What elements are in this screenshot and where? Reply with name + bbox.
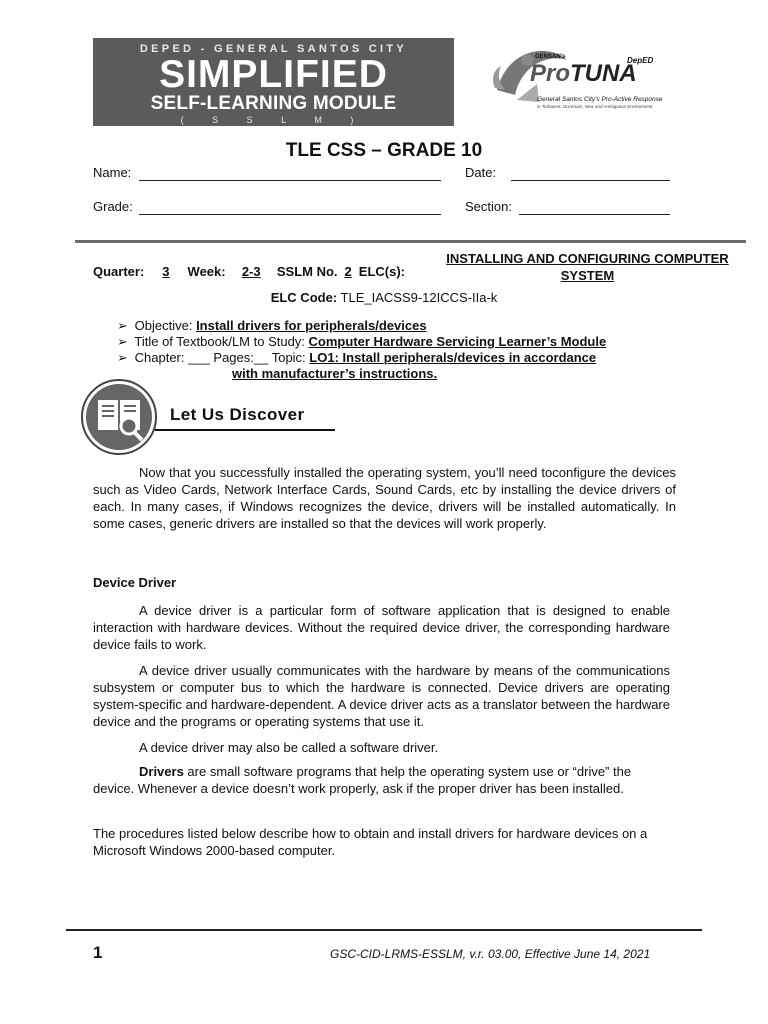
protuna-logo bbox=[487, 40, 677, 126]
device-driver-heading: Device Driver bbox=[93, 575, 177, 590]
name-field[interactable] bbox=[139, 180, 441, 181]
chapter-label: Chapter: ___ Pages:__ Topic: bbox=[134, 350, 306, 365]
banner-subtitle: SELF-LEARNING MODULE bbox=[150, 93, 397, 114]
sslm-banner-logo bbox=[93, 38, 454, 126]
grade-label: Grade: bbox=[93, 199, 133, 214]
textbook-item bbox=[117, 334, 606, 350]
quarter-label: Quarter: bbox=[93, 264, 145, 279]
paragraph-2: A device driver usually communicates with the hardware by means of the communications subsystem or computer bus to which the hardware is connected. Device drivers are operating system-specific and hardware-dependent. A device driver acts as a translator between the hardware device and the programs or operating systems that use it. bbox=[93, 663, 670, 729]
logo-subtagline: in Turbulent, Uncertain, New and Ambiguous Environment bbox=[537, 104, 653, 109]
week-label: Week: bbox=[187, 264, 226, 279]
banner-abbrev: ( S S L M ) bbox=[180, 115, 367, 125]
elc-code-label: ELC Code: bbox=[270, 290, 338, 305]
logo-gensan-text: GENSAN's bbox=[535, 54, 566, 60]
elc-code-value: TLE_IACSS9-12ICCS-IIa-k bbox=[340, 290, 498, 305]
logo-deped-text: DepED bbox=[627, 56, 654, 65]
elc-title bbox=[425, 250, 750, 284]
paragraph-1: A device driver is a particular form of software application that is designed to enable interaction with hardware devices. Without the required device driver, the corresponding hardware device fails to work. bbox=[93, 603, 670, 652]
textbook-value: Computer Hardware Servicing Learner’s Module bbox=[308, 334, 607, 349]
logo-tagline: General Santos City's Pro-Active Response bbox=[537, 96, 663, 103]
quarter-value: 3 bbox=[162, 264, 170, 279]
elc-title-line2: SYSTEM bbox=[560, 268, 615, 283]
paragraph-4 bbox=[93, 763, 653, 797]
elc-code bbox=[0, 290, 768, 305]
quarter-line bbox=[93, 264, 405, 279]
objective-value: Install drivers for peripherals/devices bbox=[196, 318, 427, 333]
section-field[interactable] bbox=[519, 214, 670, 215]
grade-field[interactable] bbox=[139, 214, 441, 215]
textbook-label: Title of Textbook/LM to Study: bbox=[134, 334, 305, 349]
logo-protuna-text: ProTUNA bbox=[530, 60, 637, 87]
paragraph-4-text: are small software programs that help the operating system use or “drive” the device. Whenever a device doesn’t work properly, ask if the proper driver has been installed. bbox=[93, 764, 632, 796]
week-value: 2-3 bbox=[241, 264, 261, 279]
chapter-item bbox=[117, 350, 606, 366]
section-heading-underline bbox=[155, 429, 335, 431]
section-label: Section: bbox=[465, 199, 512, 214]
sslm-label: SSLM No. bbox=[276, 264, 338, 279]
intro-paragraph: Now that you successfully installed the operating system, you’ll need toconfigure the devices such as Video Cards, Network Interface Cards, Sound Cards, etc by installing the device drivers of each. In many cases, if Windows recognizes the device, drivers will be installed automatically. In some cases, generic drivers are installed so that the devices will work properly. bbox=[93, 465, 676, 531]
topic-line2: with manufacturer’s instructions. bbox=[232, 366, 438, 381]
paragraph-5: The procedures listed below describe how to obtain and install drivers for hardware devices on a Microsoft Windows 2000-based computer. bbox=[93, 826, 648, 858]
arrow-bullet-icon: ➢ bbox=[117, 334, 128, 349]
sslm-value: 2 bbox=[344, 264, 352, 279]
section-heading: Let Us Discover bbox=[170, 405, 305, 424]
page-title: TLE CSS – GRADE 10 bbox=[285, 140, 483, 161]
page-number: 1 bbox=[93, 943, 103, 962]
elc-label: ELC(s): bbox=[358, 264, 405, 279]
banner-top-text: DEPED - GENERAL SANTOS CITY bbox=[139, 43, 408, 55]
arrow-bullet-icon: ➢ bbox=[117, 318, 128, 333]
topic-line1: LO1: Install peripherals/devices in accordance bbox=[309, 350, 597, 365]
date-label: Date: bbox=[465, 165, 497, 180]
discover-book-icon bbox=[79, 378, 161, 456]
drivers-term: Drivers bbox=[139, 764, 184, 779]
footer-code: GSC-CID-LRMS-ESSLM, v.r. 03.00, Effective June 14, 2021 bbox=[330, 947, 651, 961]
paragraph-3: A device driver may also be called a software driver. bbox=[139, 740, 439, 755]
objective-list bbox=[117, 318, 606, 382]
date-field[interactable] bbox=[511, 180, 670, 181]
arrow-bullet-icon: ➢ bbox=[117, 350, 128, 365]
name-label: Name: bbox=[93, 165, 132, 180]
objective-label: Objective: bbox=[134, 318, 193, 333]
banner-title: SIMPLIFIED bbox=[159, 53, 388, 96]
elc-title-line1: INSTALLING AND CONFIGURING COMPUTER bbox=[446, 251, 729, 266]
header-divider bbox=[75, 240, 746, 243]
objective-item bbox=[117, 318, 606, 334]
footer-divider bbox=[66, 929, 702, 931]
